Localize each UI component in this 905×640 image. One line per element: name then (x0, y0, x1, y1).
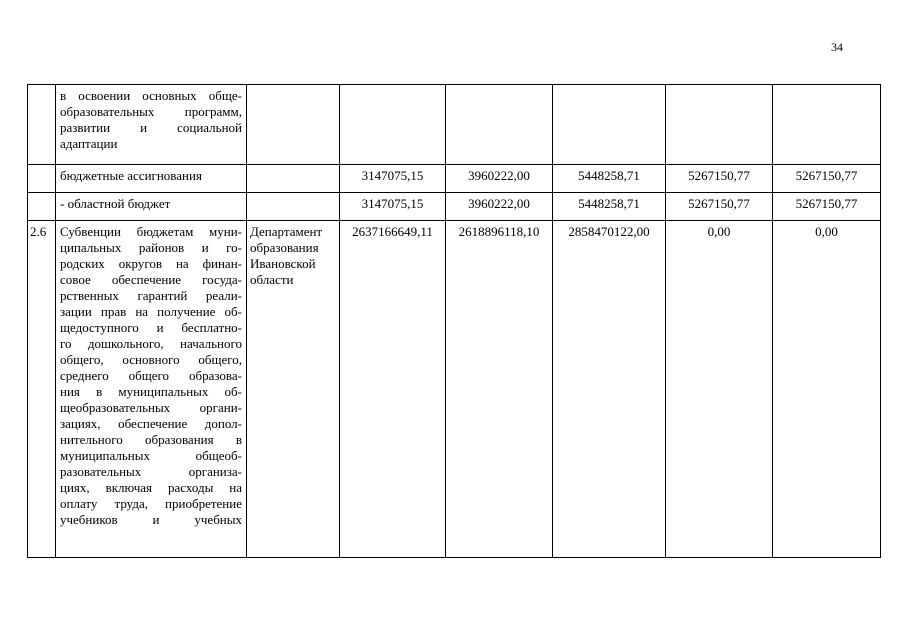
description-line: совое обеспечение госуда- (60, 272, 242, 287)
row-index (28, 193, 56, 221)
value-cell-5: 0,00 (773, 221, 881, 558)
table-row (28, 165, 881, 193)
description-line: циях, включая расходы на (60, 480, 242, 495)
description-line: общего, основного общего, (60, 352, 242, 367)
description-line: разовательных организа- (60, 464, 242, 479)
value-cell-5: 5267150,77 (773, 165, 881, 193)
value-cell-2: 3960222,00 (446, 165, 553, 193)
description-line: в освоении основных обще- (60, 88, 242, 103)
value-cell-4: 0,00 (666, 221, 773, 558)
row-department (247, 193, 340, 221)
department-line: Ивановской (250, 256, 316, 271)
row-department (247, 221, 340, 558)
department-line: Департамент (250, 224, 323, 239)
table-row (28, 193, 881, 221)
value-cell-3: 5448258,71 (553, 165, 666, 193)
description-line: бюджетные ассигнования (60, 168, 202, 183)
description-line: образовательных программ, (60, 104, 242, 119)
description-line: - областной бюджет (60, 196, 171, 211)
row-index: 2.6 (28, 221, 56, 558)
description-line: зациях, обеспечение допол- (60, 416, 242, 431)
value-cell-3: 2858470122,00 (553, 221, 666, 558)
description-line: муниципальных общеоб- (60, 448, 242, 463)
description-line: оплату труда, приобретение (60, 496, 242, 511)
description-line: зации прав на получение об- (60, 304, 242, 319)
value-cell-1: 3147075,15 (340, 165, 446, 193)
budget-table (27, 84, 881, 558)
description-line: среднего общего образова- (60, 368, 242, 383)
page-number: 34 (831, 40, 843, 54)
description-line: ципальных районов и го- (60, 240, 242, 255)
row-description (56, 165, 247, 193)
table-row (28, 221, 881, 558)
description-line: развитии и социальной (60, 120, 242, 135)
value-cell-2 (446, 85, 553, 165)
row-description (56, 193, 247, 221)
description-line: щедоступного и бесплатно- (60, 320, 242, 335)
row-index (28, 165, 56, 193)
description-line: щеобразовательных органи- (60, 400, 242, 415)
row-department (247, 165, 340, 193)
row-index (28, 85, 56, 165)
description-line: родских округов на финан- (60, 256, 242, 271)
description-line: ния в муниципальных об- (60, 384, 242, 399)
value-cell-5: 5267150,77 (773, 193, 881, 221)
value-cell-3: 5448258,71 (553, 193, 666, 221)
value-cell-4: 5267150,77 (666, 165, 773, 193)
description-line: адаптации (60, 136, 118, 151)
department-line: области (250, 272, 294, 287)
description-line: рственных гарантий реали- (60, 288, 242, 303)
value-cell-2: 2618896118,10 (446, 221, 553, 558)
description-line: Субвенции бюджетам муни- (60, 224, 242, 239)
value-cell-4 (666, 85, 773, 165)
description-line: учебников и учебных (60, 512, 242, 527)
value-cell-1: 2637166649,11 (340, 221, 446, 558)
value-cell-1: 3147075,15 (340, 193, 446, 221)
description-line: нительного образования в (60, 432, 242, 447)
value-cell-1 (340, 85, 446, 165)
row-description (56, 221, 247, 558)
department-line: образования (250, 240, 319, 255)
value-cell-5 (773, 85, 881, 165)
table-row (28, 85, 881, 165)
value-cell-4: 5267150,77 (666, 193, 773, 221)
row-description (56, 85, 247, 165)
value-cell-2: 3960222,00 (446, 193, 553, 221)
value-cell-3 (553, 85, 666, 165)
row-department (247, 85, 340, 165)
description-line: го дошкольного, начального (60, 336, 242, 351)
